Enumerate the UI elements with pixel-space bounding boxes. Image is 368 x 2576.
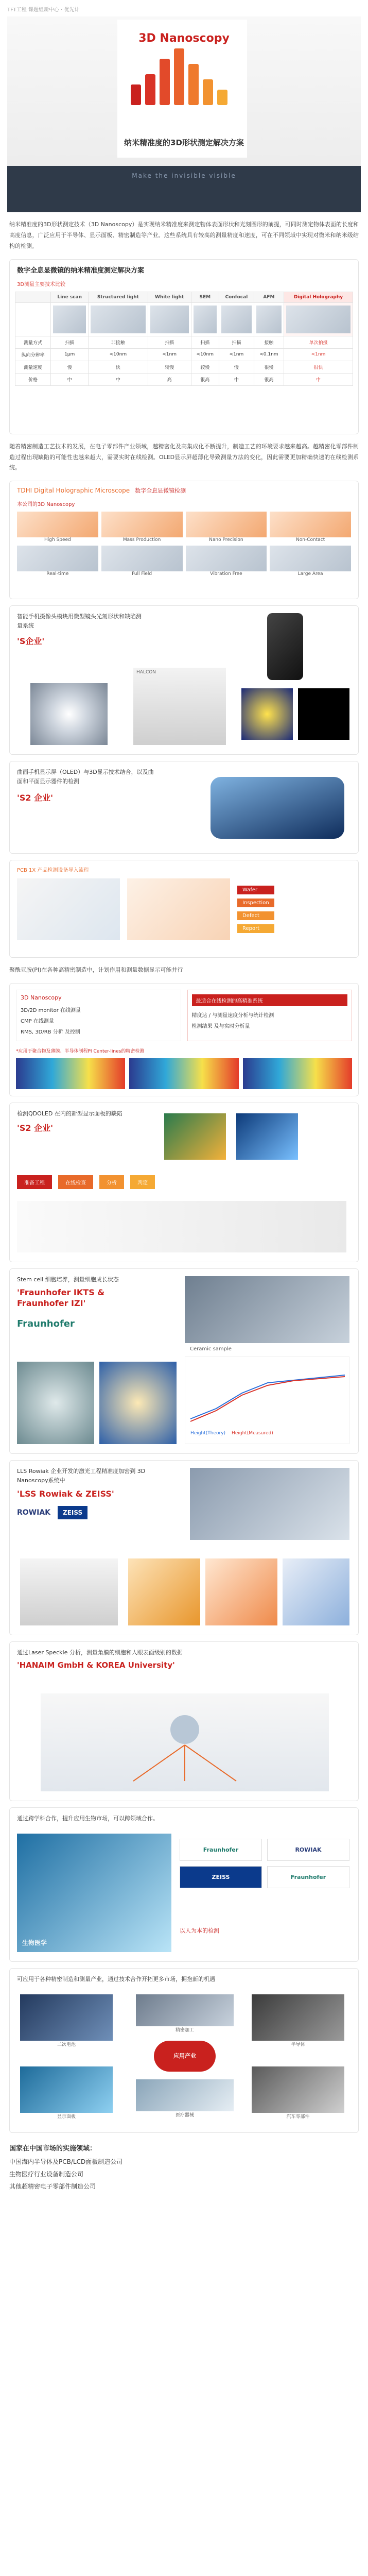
table-cell: <10nm bbox=[89, 348, 148, 361]
case-s2-desc: 曲面手机显示屏（OLED）与3D显示技术结合，以及曲面和平面显示器件的检测 bbox=[17, 769, 154, 785]
table-header: Digital Holography bbox=[284, 292, 353, 302]
qdoled-flow bbox=[17, 1175, 155, 1189]
table-cell: 快 bbox=[89, 361, 148, 373]
table-cell: <1nm bbox=[284, 348, 353, 361]
logo-bar bbox=[188, 64, 199, 105]
table-header: Confocal bbox=[219, 292, 254, 302]
fraunhofer-logo: Fraunhofer bbox=[17, 1318, 75, 1329]
line-diagram-2 bbox=[127, 878, 230, 940]
table-cell: <1nm bbox=[219, 348, 254, 361]
tv-image bbox=[164, 1113, 226, 1160]
table-cell: <1nm bbox=[148, 348, 191, 361]
device-image bbox=[286, 306, 351, 333]
line-diagram-1 bbox=[17, 878, 120, 940]
partner-logo: ROWIAK bbox=[267, 1839, 349, 1861]
tech-cell: High Speed bbox=[17, 512, 98, 543]
table-cell: 扫描 bbox=[148, 336, 191, 348]
table-header: SEM bbox=[191, 292, 219, 302]
heatmap-image bbox=[243, 1058, 352, 1089]
table-cell: 很高 bbox=[191, 373, 219, 385]
ceramic-chart-svg bbox=[185, 1357, 350, 1429]
logo-bar bbox=[203, 79, 213, 105]
tech-grid bbox=[10, 507, 358, 581]
result-panel-3 bbox=[283, 1558, 349, 1625]
mid-note: *应用于聚合物及薄膜、半导体制程PI Center-lines的精密检测 bbox=[16, 1049, 145, 1055]
tech-cell: Real-time bbox=[17, 546, 98, 577]
device-image bbox=[221, 306, 252, 333]
result-panel-1 bbox=[128, 1558, 200, 1625]
table-cell: 高 bbox=[148, 373, 191, 385]
comparison-subtitle: 3D测量主要技术比较 bbox=[17, 281, 66, 287]
table-cell: 很慢 bbox=[254, 361, 284, 373]
partner-logo: Fraunhofer bbox=[180, 1839, 262, 1861]
qdoled-company: 'S2 企业' bbox=[17, 1123, 54, 1133]
tech-cell: Mass Production bbox=[101, 512, 183, 543]
mid-item: RMS, 3D/RB 分析 及控制 bbox=[21, 1029, 80, 1036]
table-row bbox=[15, 336, 353, 348]
comparison-card bbox=[9, 259, 359, 434]
paragraph-3: 聚酰亚胺(PI)在各种高精密制造中，计划作用和测量数据显示可能并行 bbox=[9, 967, 183, 974]
hero-nano-label: 3D Nanoscopy bbox=[138, 32, 230, 45]
table-cell: 纵向分辨率 bbox=[15, 348, 51, 361]
phone-image bbox=[267, 613, 303, 680]
table-cell: 扫描 bbox=[51, 336, 89, 348]
mid-item: 3D/2D monitor 在线测量 bbox=[21, 1008, 81, 1014]
partners-label-2: 以人为本的检测 bbox=[180, 1927, 219, 1935]
logo-bar bbox=[174, 48, 184, 105]
qdoled-step: 判定 bbox=[130, 1175, 155, 1189]
table-cell: 很高 bbox=[254, 373, 284, 385]
chart-title: Ceramic sample bbox=[190, 1346, 232, 1352]
industry-center: 应用产业 bbox=[154, 2041, 216, 2072]
table-cell: <0.1nm bbox=[254, 348, 284, 361]
industry-item: 半导体 bbox=[252, 1994, 344, 2051]
article-meta: TFT工程 课题组新中心 · 优先计 bbox=[7, 7, 80, 13]
table-cell: <10nm bbox=[191, 348, 219, 361]
result-image-2 bbox=[298, 688, 349, 740]
mid-right-title: 最适合在线检测的高精准系统 bbox=[192, 994, 348, 1006]
legend-item: Height(Theory) bbox=[190, 1431, 226, 1436]
case-s-card bbox=[9, 605, 359, 755]
cell-image bbox=[17, 1362, 94, 1444]
table-row bbox=[15, 373, 353, 385]
cell-image-2 bbox=[99, 1362, 177, 1444]
fraunhofer-card bbox=[9, 1268, 359, 1454]
lens-image bbox=[30, 683, 108, 745]
line-title: PCB 1X 产品检测设备导入流程 bbox=[17, 868, 89, 874]
lss-desc: LLS Rowiak 企业开发的激光工程精准度加密到 3D Nanoscopy系统中 bbox=[17, 1468, 146, 1484]
lss-card bbox=[9, 1460, 359, 1635]
table-cell: 扫描 bbox=[219, 336, 254, 348]
partners-card bbox=[9, 1807, 359, 1962]
result-panel-2 bbox=[205, 1558, 277, 1625]
partner-logo: Fraunhofer bbox=[267, 1866, 349, 1888]
hanaim-desc: 通过Laser Speckle 分析，测量角膜的细胞和人眼表面级别的数据 bbox=[17, 1649, 183, 1656]
rowiak-logo: ROWIAK bbox=[17, 1509, 51, 1517]
beam-line bbox=[185, 1745, 236, 1781]
tech-title: TDHI Digital Holographic Microscope bbox=[17, 487, 130, 495]
speckle-svg bbox=[41, 1693, 329, 1791]
line-step: Report bbox=[237, 924, 274, 933]
machine-image bbox=[133, 668, 226, 745]
qdoled-step: 在线检查 bbox=[58, 1175, 93, 1189]
industry-item: 显示面板 bbox=[20, 2066, 113, 2123]
table-header: Line scan bbox=[51, 292, 89, 302]
series-line-theory bbox=[190, 1375, 345, 1419]
qdoled-step: 准备工程 bbox=[17, 1175, 52, 1189]
device-image bbox=[91, 306, 146, 333]
heatmap-image bbox=[16, 1058, 125, 1089]
line-step: Defect bbox=[237, 911, 274, 920]
beam-line bbox=[133, 1745, 185, 1781]
hero-banner bbox=[7, 16, 361, 212]
line-step: Inspection bbox=[237, 899, 274, 907]
table-cell: 单次拍摄 bbox=[284, 336, 353, 348]
table-cell: 较慢 bbox=[148, 361, 191, 373]
comparison-table bbox=[15, 292, 353, 386]
case-s2-card bbox=[9, 761, 359, 854]
tech-company: 本公司的3D Nanoscopy bbox=[17, 502, 75, 508]
table-header bbox=[15, 292, 51, 302]
comparison-title: 数字全息显微镜的纳米精准度测定解决方案 bbox=[17, 266, 145, 275]
result-image-1 bbox=[241, 688, 293, 740]
table-cell: 中 bbox=[89, 373, 148, 385]
tech-cell: Full Field bbox=[101, 546, 183, 577]
table-header: Structured light bbox=[89, 292, 148, 302]
table-cell: 价格 bbox=[15, 373, 51, 385]
tv-image-2 bbox=[236, 1113, 298, 1160]
partners-desc: 通过跨学科合作，提升应用生物市场，可以跨领域合作。 bbox=[17, 1815, 159, 1822]
fraunhofer-company: 'Fraunhofer IKTS & Fraunhofer IZI' bbox=[17, 1287, 105, 1309]
line-card bbox=[9, 860, 359, 958]
hero-subtitle: 纳米精准度的3D形状测定解决方案 bbox=[124, 138, 244, 147]
eye-shape bbox=[170, 1715, 199, 1744]
tech-title-cn: 数字全息显微镜检测 bbox=[135, 487, 186, 495]
line-step: Wafer bbox=[237, 886, 274, 894]
hero-logo-bars bbox=[131, 48, 227, 105]
qdoled-card bbox=[9, 1103, 359, 1262]
logo-bar bbox=[145, 74, 155, 105]
table-cell: 非接触 bbox=[89, 336, 148, 348]
bio-image bbox=[17, 1834, 171, 1952]
industry-item: 精密加工 bbox=[136, 1994, 234, 2036]
machine-label: HALCON bbox=[136, 670, 156, 675]
mid-item: CMP 在线测量 bbox=[21, 1019, 54, 1025]
device-image bbox=[150, 306, 189, 333]
table-row bbox=[15, 361, 353, 373]
case-s2-company: 'S2 企业' bbox=[17, 792, 54, 803]
table-cell: 慢 bbox=[51, 361, 89, 373]
device-image bbox=[53, 306, 86, 333]
hanaim-card bbox=[9, 1641, 359, 1801]
table-header-row bbox=[15, 292, 353, 302]
team-photo bbox=[190, 1468, 349, 1540]
tech-card bbox=[9, 481, 359, 599]
hanaim-company: 'HANAIM GmbH & KOREA University' bbox=[17, 1660, 175, 1670]
table-cell: 中 bbox=[51, 373, 89, 385]
fraunhofer-desc: Stem cell 细胞培养，测量细胞成长状态 bbox=[17, 1276, 119, 1283]
industry-item: 医疗器械 bbox=[136, 2079, 234, 2121]
table-header: AFM bbox=[254, 292, 284, 302]
bio-label: 生物医学 bbox=[22, 1939, 47, 1947]
tech-cell: Non-Contact bbox=[270, 512, 351, 543]
ceramic-chart bbox=[185, 1357, 349, 1444]
footer-line: 其他超精密电子零部件制造公司 bbox=[9, 2183, 96, 2191]
mid-left-label: 3D Nanoscopy bbox=[21, 994, 62, 1002]
table-cell: 慢 bbox=[219, 361, 254, 373]
table-cell: 接触 bbox=[254, 336, 284, 348]
case-s-desc: 智能手机摄像头模块用微型镜头光刻形状和缺陷测量系统 bbox=[17, 613, 142, 629]
qdoled-diagram bbox=[17, 1201, 346, 1252]
lss-company: 'LSS Rowiak & ZEISS' bbox=[17, 1489, 114, 1499]
table-cell: 扫描 bbox=[191, 336, 219, 348]
table-cell: 测量速度 bbox=[15, 361, 51, 373]
table-header: White light bbox=[148, 292, 191, 302]
heatmap-image bbox=[129, 1058, 238, 1089]
legend-item: Height(Measured) bbox=[232, 1431, 273, 1436]
tech-cell: Large Area bbox=[270, 546, 351, 577]
speckle-diagram bbox=[41, 1693, 329, 1791]
logo-bar bbox=[160, 59, 170, 105]
industry-desc: 可应用于各种精密制造和测量产业，通过技术合作开拓更多市场，拥抱新的机遇 bbox=[17, 1976, 215, 1983]
table-image-row bbox=[15, 302, 353, 336]
footer bbox=[9, 2142, 359, 2193]
industry-item: 汽车零部件 bbox=[252, 2066, 344, 2123]
device-image bbox=[256, 306, 282, 333]
table-cell: 测量方式 bbox=[15, 336, 51, 348]
qdoled-step: 分析 bbox=[99, 1175, 124, 1189]
footer-line: 中国海内半导体及PCB/LCD面板制造公司 bbox=[9, 2158, 123, 2166]
zeiss-logo: ZEISS bbox=[58, 1506, 87, 1519]
table-cell: 中 bbox=[284, 373, 353, 385]
logo-bar bbox=[217, 90, 227, 105]
paragraph-2: 随着精密制造工艺技术的发展，在电子零部件产业领域，越精密化及高集成化不断提升，制造工艺的环境要求越来越高。越精密化零部件制造过程出现缺陷的可能性也越来越大，需要实时在线检测。OLED显示屏超薄化导致测量方法的变化，因此需要更加精确快速的在线检测系统。 bbox=[9, 443, 359, 471]
hero-slogan: Make the invisible visible bbox=[7, 166, 361, 212]
mid-right-item: 检测结果 及与实时分析量 bbox=[191, 1024, 250, 1030]
partner-logo: ZEISS bbox=[180, 1866, 262, 1888]
table-cell: 较慢 bbox=[191, 361, 219, 373]
mid-right-item: 精度达 / 与测量速度分析与统计检测 bbox=[191, 1013, 274, 1019]
microscope-image bbox=[20, 1558, 118, 1625]
footer-title: 国家在中国市场的实施领域： bbox=[9, 2145, 97, 2153]
curved-phone-image bbox=[211, 777, 344, 839]
table-cell: 很快 bbox=[284, 361, 353, 373]
mid-card bbox=[9, 983, 359, 1096]
logo-bar bbox=[131, 84, 141, 105]
table-cell: 1μm bbox=[51, 348, 89, 361]
table-row bbox=[15, 348, 353, 361]
qdoled-desc: 检测QDOLED 在内的新型显示面板的缺陷 bbox=[17, 1110, 122, 1117]
industry-card bbox=[9, 1968, 359, 2133]
industry-item: 二次电池 bbox=[20, 1994, 113, 2051]
table-cell: 中 bbox=[219, 373, 254, 385]
footer-line: 生物医疗行业设备制造公司 bbox=[9, 2171, 84, 2178]
case-s-company: 'S企业' bbox=[17, 636, 45, 646]
intro-paragraph: 纳米精准度的3D形状测定技术（3D Nanoscopy）是实现纳米精准度来测定物体表面形状和光刻图形的前提，可同时测定物体表面的长度和高度信息，广泛应用于半导体、显示面板、精密制造等产业。这些系统具有较高的测量精度和速度，可在不同领域中实现对微米和纳米级结构的检测。 bbox=[9, 221, 359, 249]
tech-cell: Vibration Free bbox=[186, 546, 267, 577]
device-image bbox=[194, 306, 217, 333]
tech-cell: Nano Precision bbox=[186, 512, 267, 543]
lab-photo bbox=[185, 1276, 349, 1343]
